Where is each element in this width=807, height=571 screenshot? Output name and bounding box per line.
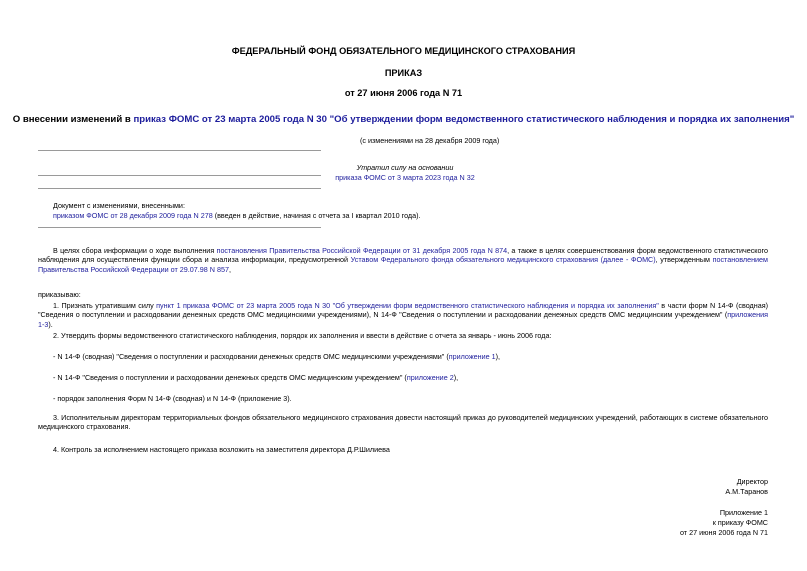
preamble-text-1: В целях сбора информации о ходе выполнения — [53, 246, 217, 255]
foms-charter-link[interactable]: Уставом Федерального фонда обязательного медицинского страхования (далее - ФОМС) — [350, 255, 656, 265]
status-text: Утратил силу на основании — [356, 163, 454, 172]
changes-line — [53, 211, 421, 220]
list-item — [53, 352, 500, 361]
appendix-line-1: Приложение 1 — [719, 508, 768, 517]
doc-title-prefix: О внесении изменений в — [12, 114, 134, 125]
preamble-text-3: , утвержденным — [655, 255, 713, 265]
appendix-line-2: к приказу ФОМС — [712, 518, 768, 527]
doc-type: ПРИКАЗ — [384, 68, 423, 78]
gov-decree-857-link[interactable]: постановлением Правительства Российской Федерации от 29.07.98 N 857 — [38, 255, 768, 274]
item-1-text: - N 14-Ф (сводная) "Сведения о поступлении и расходовании денежных средств ОМС медицинскими учреждениями" ( — [53, 352, 449, 361]
divider — [38, 188, 321, 189]
amendments-note: (с изменениями на 28 декабря 2009 года) — [360, 136, 500, 145]
org-name: ФЕДЕРАЛЬНЫЙ ФОНД ОБЯЗАТЕЛЬНОГО МЕДИЦИНСКОГО СТРАХОВАНИЯ — [231, 46, 576, 56]
item-2-text: - N 14-Ф "Сведения о поступлении и расходовании денежных средств ОМС медицинским учреждением" ( — [53, 373, 407, 382]
p1-appendices-link[interactable]: приложения 1-3 — [38, 310, 768, 329]
divider — [38, 175, 321, 176]
paragraph-4: 4. Контроль за исполнением настоящего приказа возложить на заместителя директора Д.Р.Шилиева — [53, 445, 390, 454]
preamble-text-2: , а также в целях совершенствования форм ведомственного статистического наблюдения для осуществления функции сбора и анализа информации, предусмотренной — [38, 246, 768, 265]
preamble — [38, 246, 768, 274]
paragraph-2: 2. Утвердить формы ведомственного статистического наблюдения, порядок их заполнения и ввести в действие с отчета за январь - июнь 2006 года: — [53, 331, 552, 340]
title-link[interactable]: приказ ФОМС от 23 марта 2005 года N 30 "Об утверждении форм ведомственного статистического наблюдения и порядка их заполнения" — [133, 114, 795, 125]
appendix-2-link[interactable]: приложение 2 — [406, 373, 454, 382]
order-word: приказываю: — [38, 290, 81, 299]
appendix-line-3: от 27 июня 2006 года N 71 — [679, 528, 768, 537]
changes-link[interactable]: приказом ФОМС от 28 декабря 2009 года N 278 — [53, 211, 213, 220]
doc-date-number: от 27 июня 2006 года N 71 — [344, 88, 463, 98]
paragraph-1 — [38, 301, 768, 329]
preamble-text-4: , — [228, 264, 231, 274]
appendix-1-link[interactable]: приложение 1 — [448, 352, 496, 361]
divider — [38, 227, 321, 228]
paragraph-3: 3. Исполнительным директорам территориальных фондов обязательного медицинского страхования довести настоящий приказ до руководителей медицинских учреждений, работающих в системе обязательного медицинского страхования. — [38, 413, 768, 432]
doc-title — [0, 114, 807, 126]
list-item: - порядок заполнения Форм N 14-Ф (сводная) и N 14-Ф (приложение 3). — [53, 394, 292, 403]
repeal-link[interactable]: приказа ФОМС от 3 марта 2023 года N 32 — [335, 173, 475, 182]
divider — [38, 150, 321, 151]
list-item — [53, 373, 458, 382]
changes-label: Документ с изменениями, внесенными: — [53, 201, 185, 210]
gov-decree-874-link[interactable]: постановления Правительства Российской Федерации от 31 декабря 2005 года N 874 — [216, 246, 508, 255]
signature-name: А.М.Таранов — [725, 487, 768, 496]
signature-position: Директор — [736, 477, 768, 486]
p1-order-link[interactable]: пункт 1 приказа ФОМС от 23 марта 2005 года N 30 "Об утверждении форм ведомственного статистического наблюдения и порядка их заполнения" — [156, 301, 659, 310]
item-2-tail: ), — [453, 373, 459, 382]
changes-suffix: (введен в действие, начиная с отчета за I квартал 2010 года). — [212, 211, 421, 220]
p1-text-1: 1. Признать утратившим силу — [53, 301, 157, 310]
item-1-tail: ), — [495, 352, 501, 361]
p1-text-2: в части форм N 14-Ф (сводная) "Сведения о поступлении и расходовании денежных средств ОМС медицинскими учреждениями), N 14-Ф "Сведения о поступлении и расходовании денежных средств ОМС медицинским учреждением" ( — [38, 301, 768, 320]
p1-text-3: ). — [48, 319, 53, 329]
